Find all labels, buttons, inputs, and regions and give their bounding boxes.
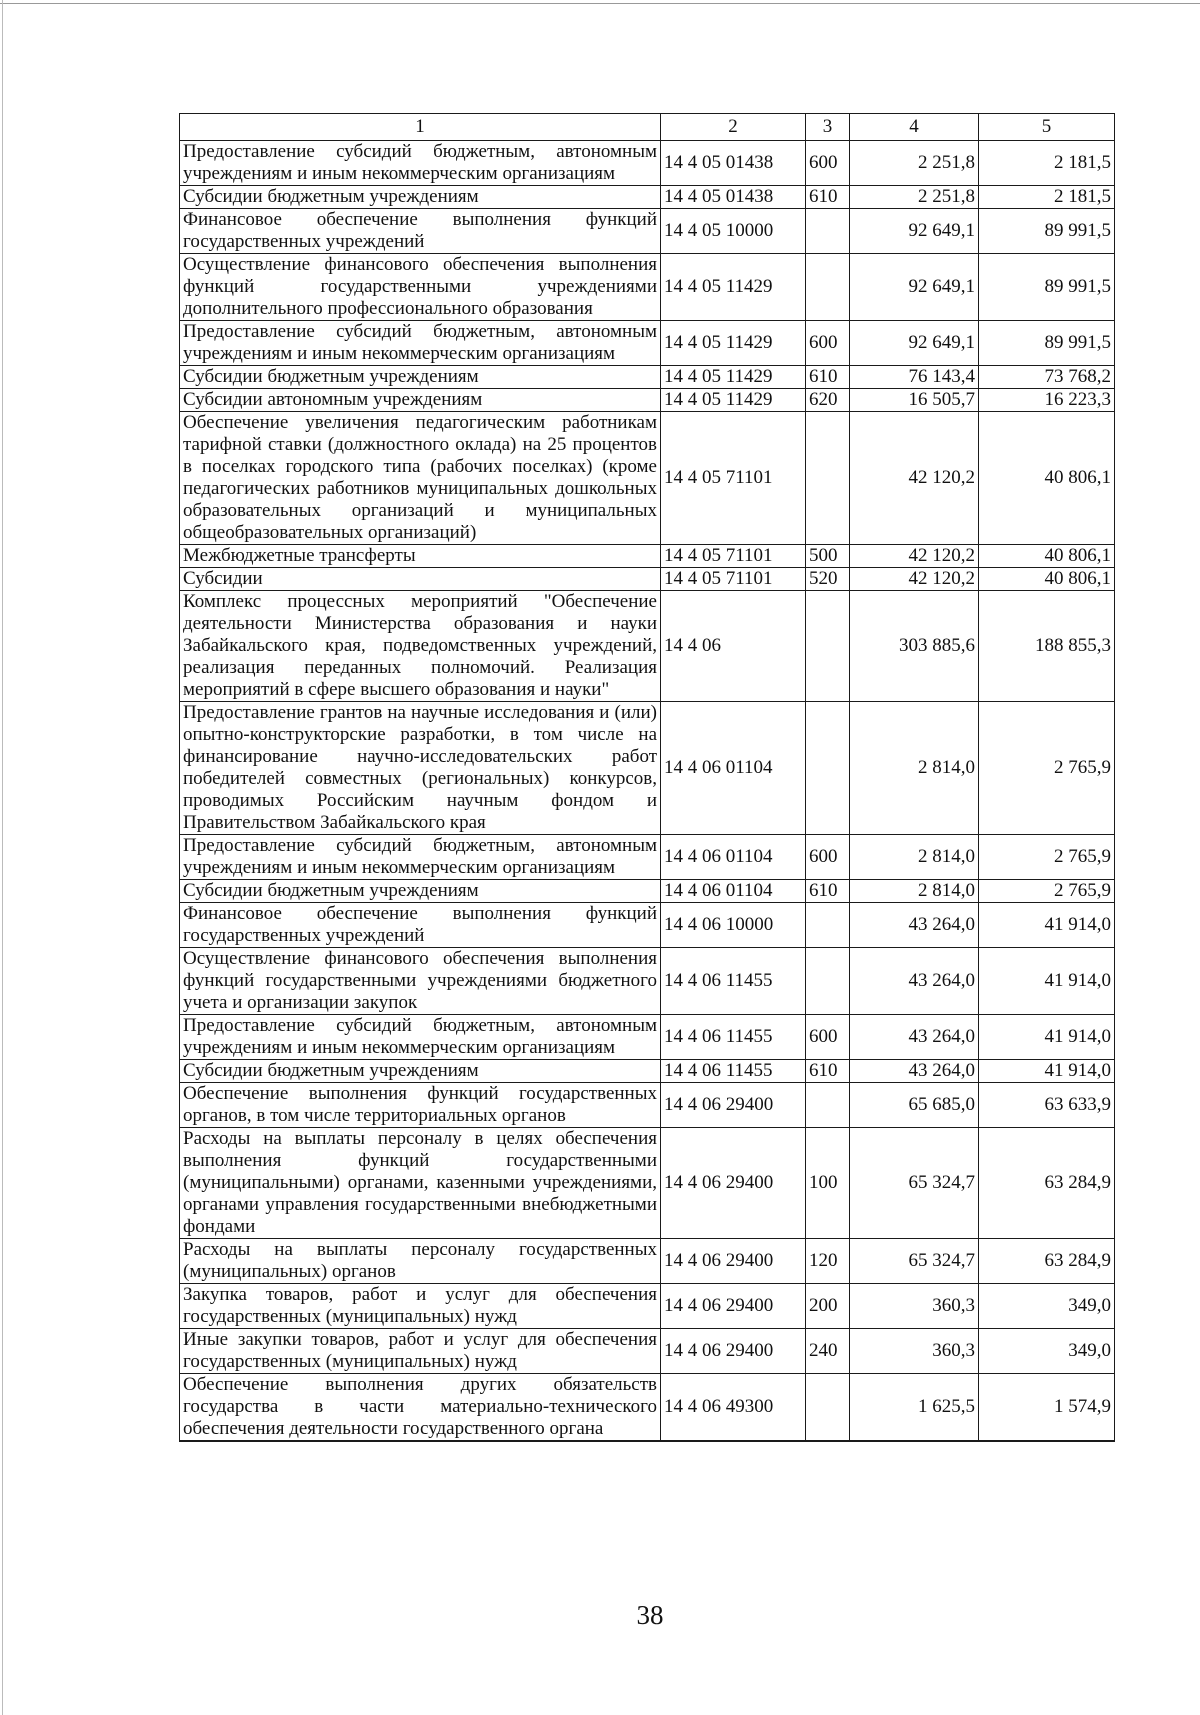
row-sum1: 92 649,1 xyxy=(850,209,979,254)
row-code: 14 4 05 01438 xyxy=(661,141,806,186)
row-kvr xyxy=(806,702,850,835)
row-code: 14 4 05 10000 xyxy=(661,209,806,254)
row-sum2: 349,0 xyxy=(979,1284,1115,1329)
row-code: 14 4 05 11429 xyxy=(661,366,806,389)
row-sum2: 2 765,9 xyxy=(979,835,1115,880)
row-kvr: 600 xyxy=(806,321,850,366)
row-code: 14 4 06 11455 xyxy=(661,1015,806,1060)
row-kvr xyxy=(806,1374,850,1441)
row-sum1: 1 625,5 xyxy=(850,1374,979,1441)
header-cell-sum1: 4 xyxy=(850,114,979,141)
row-sum1: 2 251,8 xyxy=(850,141,979,186)
table-row xyxy=(180,209,1115,254)
row-code: 14 4 06 10000 xyxy=(661,903,806,948)
row-name: Субсидии бюджетным учреждениям xyxy=(180,880,661,903)
table-row xyxy=(180,366,1115,389)
row-code: 14 4 05 71101 xyxy=(661,412,806,545)
row-kvr: 500 xyxy=(806,545,850,568)
row-kvr xyxy=(806,1083,850,1128)
row-kvr: 100 xyxy=(806,1128,850,1239)
row-kvr xyxy=(806,412,850,545)
row-code: 14 4 06 11455 xyxy=(661,948,806,1015)
row-code: 14 4 05 11429 xyxy=(661,389,806,412)
table-row xyxy=(180,412,1115,545)
table-row xyxy=(180,1329,1115,1374)
row-kvr: 120 xyxy=(806,1239,850,1284)
row-sum1: 65 685,0 xyxy=(850,1083,979,1128)
row-sum1: 65 324,7 xyxy=(850,1239,979,1284)
row-name: Субсидии бюджетным учреждениям xyxy=(180,366,661,389)
row-sum1: 43 264,0 xyxy=(850,1015,979,1060)
table-row xyxy=(180,1374,1115,1441)
row-sum1 xyxy=(850,1441,979,1442)
row-sum1: 92 649,1 xyxy=(850,254,979,321)
row-kvr: 240 xyxy=(806,1329,850,1374)
row-sum2: 63 284,9 xyxy=(979,1239,1115,1284)
row-code: 14 4 06 29400 xyxy=(661,1083,806,1128)
row-kvr: 200 xyxy=(806,1284,850,1329)
row-sum1: 2 814,0 xyxy=(850,702,979,835)
row-sum1: 65 324,7 xyxy=(850,1128,979,1239)
row-sum2: 41 914,0 xyxy=(979,1015,1115,1060)
row-sum2: 40 806,1 xyxy=(979,568,1115,591)
row-name: Финансовое обеспечение выполнения функций государственных учреждений xyxy=(180,903,661,948)
row-sum2: 63 633,9 xyxy=(979,1083,1115,1128)
row-name: Расходы на выплаты персоналу государственных (муниципальных) органов xyxy=(180,1239,661,1284)
table-row xyxy=(180,568,1115,591)
row-code: 14 4 05 11429 xyxy=(661,254,806,321)
table-row xyxy=(180,141,1115,186)
row-name: Предоставление грантов на научные исследования и (или) опытно-конструкторские разработки, в том числе на финансирование научно-исследовательских работ победителей совместных (региональных) конкурсов, проводимых Российским научным фондом и Правительством Забайкальского края xyxy=(180,702,661,835)
table-row xyxy=(180,186,1115,209)
row-sum1: 303 885,6 xyxy=(850,591,979,702)
scan-left-edge xyxy=(2,0,3,1715)
row-sum1: 2 251,8 xyxy=(850,186,979,209)
row-kvr: 610 xyxy=(806,366,850,389)
row-name xyxy=(180,1441,661,1442)
row-kvr: 600 xyxy=(806,1015,850,1060)
row-kvr: 600 xyxy=(806,141,850,186)
table-row xyxy=(180,948,1115,1015)
row-code: 14 4 06 29400 xyxy=(661,1284,806,1329)
row-code: 14 4 05 01438 xyxy=(661,186,806,209)
table-row xyxy=(180,591,1115,702)
row-sum1: 43 264,0 xyxy=(850,1060,979,1083)
row-sum1: 42 120,2 xyxy=(850,412,979,545)
table-row xyxy=(180,880,1115,903)
header-cell-code: 2 xyxy=(661,114,806,141)
table-row xyxy=(180,545,1115,568)
row-sum1: 2 814,0 xyxy=(850,880,979,903)
row-kvr: 620 xyxy=(806,389,850,412)
row-kvr xyxy=(806,948,850,1015)
row-sum2: 188 855,3 xyxy=(979,591,1115,702)
header-cell-name: 1 xyxy=(180,114,661,141)
row-sum1: 43 264,0 xyxy=(850,903,979,948)
row-sum1: 2 814,0 xyxy=(850,835,979,880)
row-sum2: 2 765,9 xyxy=(979,702,1115,835)
row-name: Субсидии автономным учреждениям xyxy=(180,389,661,412)
row-sum1: 360,3 xyxy=(850,1329,979,1374)
row-name: Расходы на выплаты персоналу в целях обеспечения выполнения функций государственными (муниципальными) органами, казенными учреждениями, органами управления государственными внебюджетными фондами xyxy=(180,1128,661,1239)
row-name: Закупка товаров, работ и услуг для обеспечения государственных (муниципальных) нужд xyxy=(180,1284,661,1329)
row-sum2: 349,0 xyxy=(979,1329,1115,1374)
row-kvr xyxy=(806,591,850,702)
row-name: Обеспечение выполнения функций государственных органов, в том числе территориальных органов xyxy=(180,1083,661,1128)
row-sum2: 73 768,2 xyxy=(979,366,1115,389)
row-sum1: 42 120,2 xyxy=(850,545,979,568)
row-kvr xyxy=(806,254,850,321)
row-sum2: 41 914,0 xyxy=(979,903,1115,948)
table-row xyxy=(180,254,1115,321)
row-name: Обеспечение выполнения других обязательств государства в части материально-технического обеспечения деятельности государственного органа xyxy=(180,1374,661,1441)
table-row xyxy=(180,903,1115,948)
row-name: Предоставление субсидий бюджетным, автономным учреждениям и иным некоммерческим организациям xyxy=(180,141,661,186)
row-code: 14 4 06 xyxy=(661,591,806,702)
row-sum1: 42 120,2 xyxy=(850,568,979,591)
row-sum1: 360,3 xyxy=(850,1284,979,1329)
row-name: Комплекс процессных мероприятий "Обеспечение деятельности Министерства образования и науки Забайкальского края, подведомственных учреждений, реализация переданных полномочий. Реализация мероприятий в сфере высшего образования и науки" xyxy=(180,591,661,702)
row-sum2: 63 284,9 xyxy=(979,1128,1115,1239)
row-sum2: 16 223,3 xyxy=(979,389,1115,412)
row-sum1: 16 505,7 xyxy=(850,389,979,412)
budget-table xyxy=(179,113,1115,1442)
header-cell-sum2: 5 xyxy=(979,114,1115,141)
row-name: Финансовое обеспечение выполнения функций государственных учреждений xyxy=(180,209,661,254)
row-kvr: 610 xyxy=(806,880,850,903)
row-name: Осуществление финансового обеспечения выполнения функций государственными учреждениями бюджетного учета и организации закупок xyxy=(180,948,661,1015)
row-code: 14 4 05 11429 xyxy=(661,321,806,366)
row-code: 14 4 06 11455 xyxy=(661,1060,806,1083)
table-row xyxy=(180,321,1115,366)
table-row xyxy=(180,389,1115,412)
row-code: 14 4 05 71101 xyxy=(661,568,806,591)
table-row xyxy=(180,1128,1115,1239)
scan-top-edge xyxy=(0,3,1200,4)
row-kvr: 600 xyxy=(806,835,850,880)
row-name: Субсидии xyxy=(180,568,661,591)
row-code: 14 4 06 01104 xyxy=(661,702,806,835)
row-kvr xyxy=(806,209,850,254)
row-name: Предоставление субсидий бюджетным, автономным учреждениям и иным некоммерческим организациям xyxy=(180,321,661,366)
row-code xyxy=(661,1441,806,1442)
row-sum2: 89 991,5 xyxy=(979,209,1115,254)
table-row xyxy=(180,1083,1115,1128)
row-name: Осуществление финансового обеспечения выполнения функций государственными учреждениями дополнительного профессионального образования xyxy=(180,254,661,321)
header-cell-kvr: 3 xyxy=(806,114,850,141)
row-kvr xyxy=(806,903,850,948)
row-code: 14 4 05 71101 xyxy=(661,545,806,568)
row-kvr: 610 xyxy=(806,186,850,209)
row-name: Субсидии бюджетным учреждениям xyxy=(180,186,661,209)
row-sum2: 2 181,5 xyxy=(979,141,1115,186)
table-row xyxy=(180,1284,1115,1329)
row-sum2: 40 806,1 xyxy=(979,545,1115,568)
row-sum2: 1 574,9 xyxy=(979,1374,1115,1441)
row-code: 14 4 06 29400 xyxy=(661,1128,806,1239)
page-number: 38 xyxy=(636,1600,664,1630)
row-sum2: 41 914,0 xyxy=(979,948,1115,1015)
row-sum2: 2 765,9 xyxy=(979,880,1115,903)
row-code: 14 4 06 49300 xyxy=(661,1374,806,1441)
row-sum1: 76 143,4 xyxy=(850,366,979,389)
row-sum2: 2 181,5 xyxy=(979,186,1115,209)
row-name: Предоставление субсидий бюджетным, автономным учреждениям и иным некоммерческим организациям xyxy=(180,1015,661,1060)
row-code: 14 4 06 29400 xyxy=(661,1329,806,1374)
row-sum2: 89 991,5 xyxy=(979,254,1115,321)
table-row xyxy=(180,1239,1115,1284)
row-sum2: 41 914,0 xyxy=(979,1060,1115,1083)
row-name: Иные закупки товаров, работ и услуг для обеспечения государственных (муниципальных) нужд xyxy=(180,1329,661,1374)
row-sum1: 43 264,0 xyxy=(850,948,979,1015)
row-kvr: 520 xyxy=(806,568,850,591)
table-row xyxy=(180,1060,1115,1083)
row-name: Межбюджетные трансферты xyxy=(180,545,661,568)
row-name: Субсидии бюджетным учреждениям xyxy=(180,1060,661,1083)
header-row xyxy=(180,114,1115,141)
row-name: Обеспечение увеличения педагогическим работникам тарифной ставки (должностного оклада) на 25 процентов в поселках городского типа (рабочих поселках) (кроме педагогических работников муниципальных дошкольных образовательных организаций и муниципальных общеобразовательных организаций) xyxy=(180,412,661,545)
row-sum2 xyxy=(979,1441,1115,1442)
table-row xyxy=(180,1015,1115,1060)
row-sum1: 92 649,1 xyxy=(850,321,979,366)
table-row xyxy=(180,702,1115,835)
row-kvr xyxy=(806,1441,850,1442)
row-sum2: 89 991,5 xyxy=(979,321,1115,366)
row-code: 14 4 06 01104 xyxy=(661,835,806,880)
row-code: 14 4 06 29400 xyxy=(661,1239,806,1284)
table-row xyxy=(180,1441,1115,1442)
table-row xyxy=(180,835,1115,880)
row-name: Предоставление субсидий бюджетным, автономным учреждениям и иным некоммерческим организациям xyxy=(180,835,661,880)
row-kvr: 610 xyxy=(806,1060,850,1083)
row-code: 14 4 06 01104 xyxy=(661,880,806,903)
row-sum2: 40 806,1 xyxy=(979,412,1115,545)
